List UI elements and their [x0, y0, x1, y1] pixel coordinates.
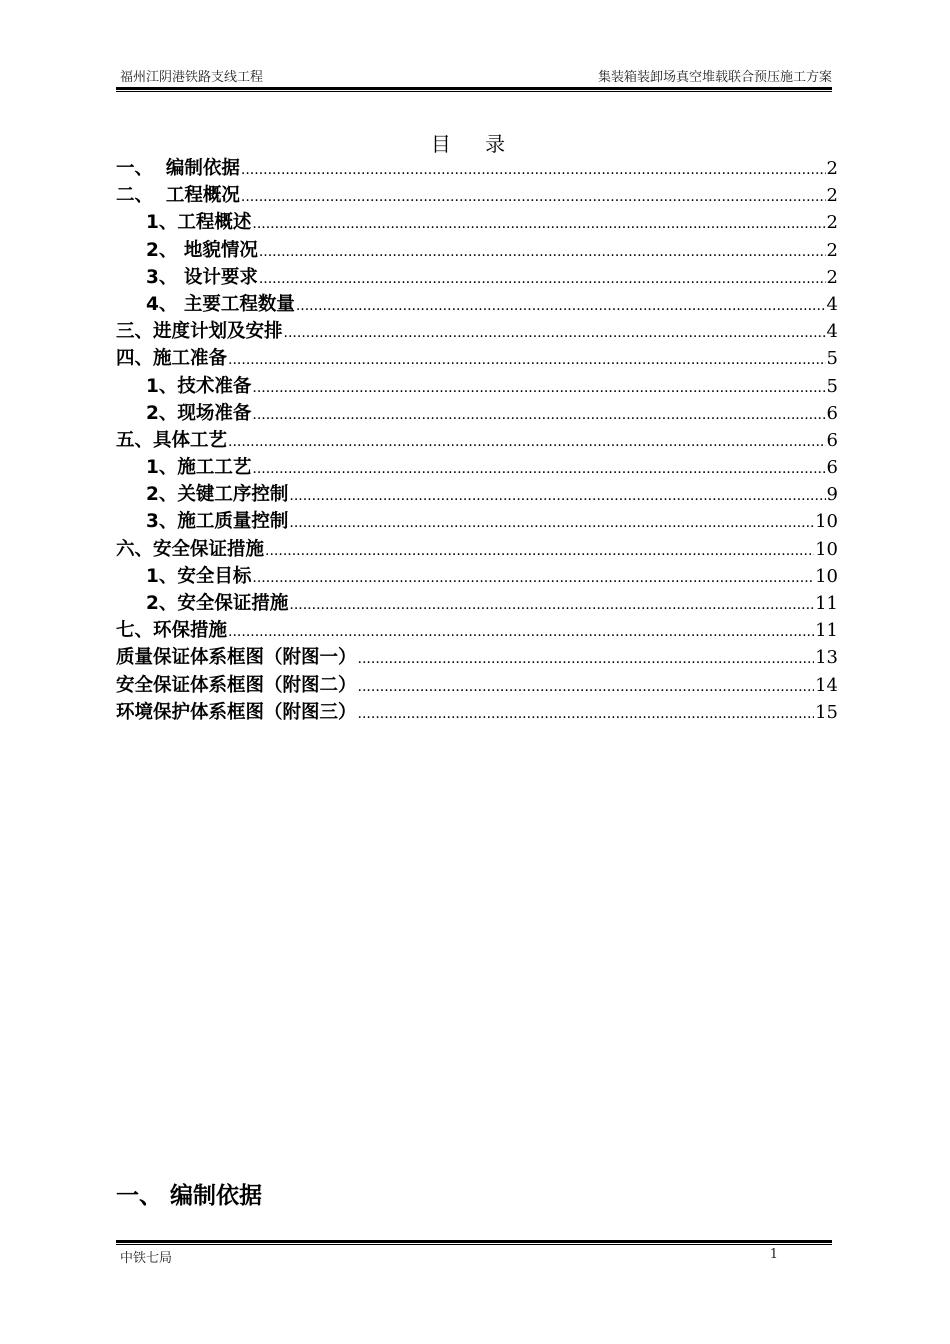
toc-entry-label: 2、 地貌情况: [146, 239, 258, 261]
toc-leader-dots: [358, 706, 815, 722]
header-rule-thin: [116, 91, 832, 92]
toc-entry-page: 13: [815, 647, 838, 669]
toc-entry-page: 6: [826, 429, 838, 451]
toc-entry-label: 七、环保措施: [116, 620, 228, 642]
toc-entry-label: 五、具体工艺: [116, 429, 228, 451]
toc-entry-label: 2、安全保证措施: [146, 593, 289, 614]
toc-entry-page: 11: [815, 593, 838, 614]
toc-entry[interactable]: [116, 507, 838, 534]
toc-entry[interactable]: [116, 154, 838, 181]
toc-entry-label: 3、 设计要求: [146, 266, 258, 288]
toc-entry[interactable]: [116, 480, 838, 507]
toc-entry-page: 6: [826, 457, 838, 479]
toc-entry[interactable]: [116, 317, 838, 344]
toc-leader-dots: [259, 244, 826, 260]
toc-entry[interactable]: [116, 181, 838, 208]
toc-entry-page: 2: [826, 266, 838, 288]
toc-entry[interactable]: [116, 426, 838, 453]
toc-title: 目 录: [430, 132, 520, 156]
header-rule-thick: [116, 87, 832, 90]
toc-entry-page: 2: [826, 185, 838, 207]
toc-entry-label: 质量保证体系框图（附图一）: [116, 647, 357, 669]
toc-entry[interactable]: [116, 698, 838, 725]
footer-page-number: 1: [769, 1247, 778, 1262]
toc-entry-label: 2、关键工序控制: [146, 484, 289, 506]
toc-entry-page: 2: [826, 158, 838, 179]
toc-entry-page: 11: [815, 620, 838, 642]
toc-entry-label: 三、进度计划及安排: [116, 321, 283, 343]
toc-entry-page: 14: [815, 674, 838, 696]
toc-entry-page: 2: [826, 212, 838, 234]
toc-entry-page: 10: [815, 538, 838, 560]
toc-leader-dots: [252, 461, 825, 477]
toc-entry-label: 二、 工程概况: [116, 185, 240, 207]
toc-leader-dots: [259, 271, 826, 287]
toc-leader-dots: [358, 679, 815, 695]
table-of-contents: [116, 154, 838, 725]
toc-entry-page: 9: [826, 484, 838, 506]
toc-entry-label: 安全保证体系框图（附图二）: [116, 674, 357, 696]
toc-leader-dots: [241, 189, 826, 205]
toc-entry[interactable]: [116, 344, 838, 371]
toc-leader-dots: [252, 216, 825, 232]
toc-leader-dots: [296, 298, 826, 314]
header-document-title: 集装箱装卸场真空堆载联合预压施工方案: [597, 70, 832, 85]
toc-leader-dots: [241, 162, 826, 178]
toc-leader-dots: [289, 488, 825, 504]
toc-entry-page: 4: [826, 321, 838, 343]
toc-entry[interactable]: [116, 236, 838, 263]
toc-entry[interactable]: [116, 535, 838, 562]
toc-entry[interactable]: [116, 616, 838, 643]
toc-entry-label: 1、安全目标: [146, 565, 252, 587]
toc-entry[interactable]: [116, 643, 838, 670]
footer-rule-thin: [116, 1244, 832, 1245]
toc-leader-dots: [252, 407, 825, 423]
toc-entry-page: 5: [826, 348, 838, 370]
toc-leader-dots: [358, 651, 815, 667]
toc-leader-dots: [228, 352, 826, 368]
toc-leader-dots: [289, 515, 814, 531]
toc-entry[interactable]: [116, 208, 838, 235]
toc-entry-label: 4、 主要工程数量: [146, 293, 295, 315]
toc-leader-dots: [252, 380, 825, 396]
section-heading: 一、 编制依据: [116, 1183, 263, 1209]
toc-entry-label: 2、现场准备: [146, 402, 252, 424]
toc-entry[interactable]: [116, 453, 838, 480]
toc-entry-page: 2: [826, 239, 838, 261]
toc-leader-dots: [289, 597, 814, 613]
toc-entry-label: 一、 编制依据: [116, 158, 240, 179]
toc-entry-label: 1、施工工艺: [146, 457, 252, 479]
footer-company: 中铁七局: [120, 1251, 173, 1266]
toc-entry-label: 1、工程概述: [146, 212, 252, 234]
toc-entry-label: 四、施工准备: [116, 348, 228, 370]
page-header: [116, 66, 832, 88]
toc-entry-label: 3、施工质量控制: [146, 511, 289, 533]
toc-entry-page: 6: [826, 402, 838, 424]
toc-entry-page: 5: [826, 375, 838, 397]
toc-entry-page: 10: [815, 511, 838, 533]
toc-entry-label: 环境保护体系框图（附图三）: [116, 701, 357, 723]
toc-leader-dots: [228, 624, 814, 640]
toc-entry-page: 4: [826, 293, 838, 315]
toc-leader-dots: [265, 543, 814, 559]
footer-rule-thick: [116, 1240, 832, 1243]
toc-entry[interactable]: [116, 399, 838, 426]
toc-leader-dots: [284, 325, 826, 341]
toc-entry[interactable]: [116, 562, 838, 589]
toc-entry-page: 10: [815, 565, 838, 587]
toc-entry[interactable]: [116, 671, 838, 698]
header-project-name: 福州江阴港铁路支线工程: [120, 70, 264, 85]
toc-entry[interactable]: [116, 263, 838, 290]
toc-entry[interactable]: [116, 589, 838, 616]
toc-entry[interactable]: [116, 290, 838, 317]
toc-entry[interactable]: [116, 372, 838, 399]
toc-leader-dots: [252, 570, 814, 586]
toc-entry-page: 15: [815, 701, 838, 723]
toc-entry-label: 六、安全保证措施: [116, 538, 265, 560]
toc-leader-dots: [228, 434, 826, 450]
toc-entry-label: 1、技术准备: [146, 375, 252, 397]
